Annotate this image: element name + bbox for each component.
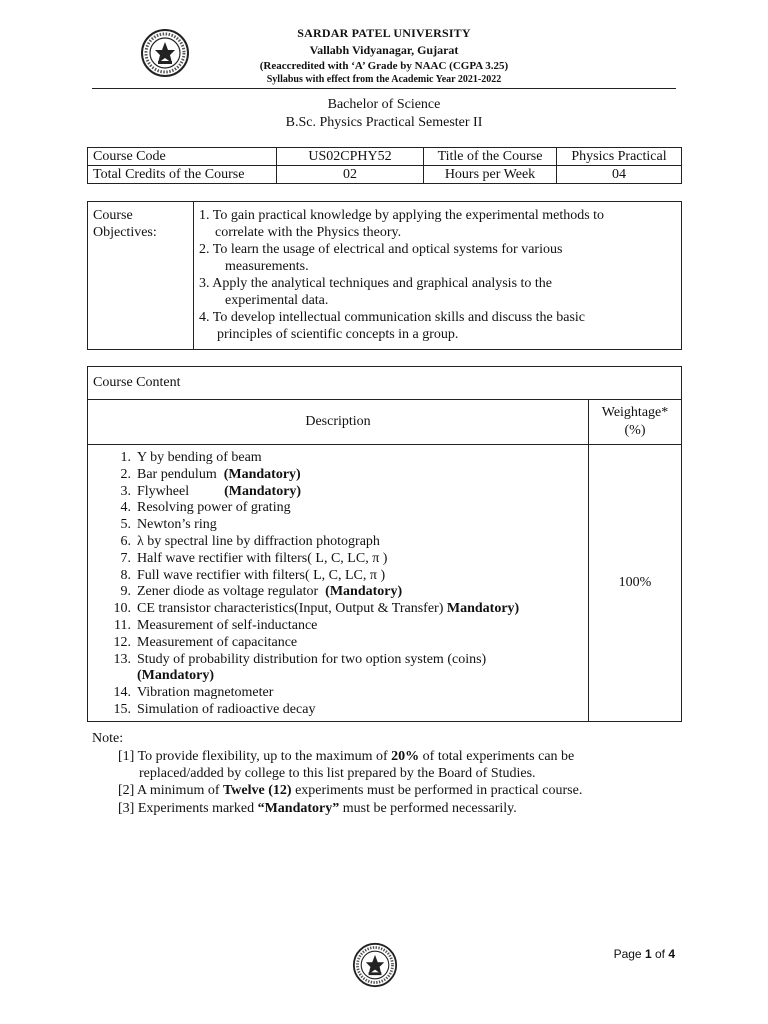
page-number: Page 1 of 4: [613, 947, 675, 961]
course-title-label: Title of the Course: [424, 148, 557, 166]
course-content-table: [87, 366, 682, 722]
header-divider: [92, 88, 676, 89]
mandatory-tag: (Mandatory): [325, 584, 403, 600]
objective-line: 3. Apply the analytical techniques and graphical analysis to the: [199, 276, 553, 291]
experiment-list: [88, 445, 589, 722]
mandatory-tag: (Mandatory): [223, 466, 301, 482]
course-content-heading: Course Content: [88, 367, 682, 400]
weightage-value: 100%: [589, 445, 682, 722]
table-row: [88, 202, 682, 350]
course-title: B.Sc. Physics Practical Semester II: [285, 115, 483, 130]
course-title-value: Physics Practical: [557, 148, 682, 166]
table-row: [88, 400, 682, 445]
objective-line: 4. To develop intellectual communication skills and discuss the basic: [199, 310, 586, 325]
description-header: Description: [88, 400, 589, 445]
list-item: 5. Newton’s ring: [120, 517, 217, 533]
objective-line: principles of scientific concepts in a group.: [217, 327, 459, 342]
note-1-continued: replaced/added by college to this list prepared by the Board of Studies.: [139, 766, 536, 781]
table-row: [88, 166, 682, 184]
course-code-label: Course Code: [88, 148, 277, 166]
list-item: 3. Flywheel (Mandatory): [120, 483, 302, 499]
table-row: [88, 148, 682, 166]
list-item: 15. Simulation of radioactive decay: [113, 701, 316, 717]
list-item: 1. Y by bending of beam: [120, 450, 262, 465]
hours-value: 04: [557, 166, 682, 184]
note-2: [2] A minimum of Twelve (12) experiments must be performed in practical course.: [118, 783, 583, 798]
syllabus-effect-note: Syllabus with effect from the Academic Year 2021-2022: [266, 74, 502, 85]
objective-line: 2. To learn the usage of electrical and optical systems for various: [199, 242, 563, 257]
objective-line: correlate with the Physics theory.: [215, 225, 402, 240]
objectives-label: Course Objectives:: [88, 202, 194, 350]
list-item: 6. λ by spectral line by diffraction photograph: [120, 533, 380, 549]
list-item: 2. Bar pendulum (Mandatory): [120, 466, 301, 482]
list-item: 13. Study of probability distribution for two option system (coins): [113, 651, 487, 667]
list-item: 7. Half wave rectifier with filters( L, C, LC, π ): [120, 550, 388, 566]
university-name: SARDAR PATEL UNIVERSITY: [297, 26, 471, 40]
accreditation-text: (Reaccredited with ‘A’ Grade by NAAC (CGPA 3.25): [259, 60, 509, 72]
list-item: 14. Vibration magnetometer: [113, 685, 274, 701]
course-objectives-table: [87, 201, 682, 350]
mandatory-tag: (Mandatory): [224, 483, 302, 499]
list-item: 8. Full wave rectifier with filters( L, C, LC, π ): [120, 567, 386, 583]
mandatory-tag: Mandatory): [446, 601, 520, 617]
list-item: 10. CE transistor characteristics(Input, Output & Transfer) Mandatory): [113, 601, 520, 617]
list-item-continuation: [93, 668, 583, 685]
table-row: [88, 445, 682, 722]
objective-line: measurements.: [225, 259, 309, 274]
objectives-list: [194, 202, 682, 350]
hours-label: Hours per Week: [424, 166, 557, 184]
course-info-table: [87, 147, 682, 184]
footer-seal-logo: [352, 942, 398, 988]
mandatory-tag: (Mandatory): [137, 668, 214, 684]
degree-title: Bachelor of Science: [327, 97, 441, 112]
course-code-value: US02CPHY52: [277, 148, 424, 166]
note-label: Note:: [92, 731, 124, 746]
list-item: 9. Zener diode as voltage regulator (Mandatory): [120, 584, 403, 600]
note-1: [1] To provide flexibility, up to the maximum of 20% of total experiments can be: [118, 749, 575, 764]
objective-line: experimental data.: [225, 293, 329, 308]
credits-label: Total Credits of the Course: [88, 166, 277, 184]
university-location: Vallabh Vidyanagar, Gujarat: [309, 43, 459, 57]
weightage-header: Weightage* (%): [589, 400, 682, 445]
note-3: [3] Experiments marked “Mandatory” must be performed necessarily.: [118, 801, 517, 816]
table-row: [88, 367, 682, 400]
credits-value: 02: [277, 166, 424, 184]
list-item: 11. Measurement of self-inductance: [114, 617, 318, 633]
objective-line: 1. To gain practical knowledge by applying the experimental methods to: [199, 208, 605, 223]
list-item: 12. Measurement of capacitance: [113, 634, 298, 650]
list-item: 4. Resolving power of grating: [120, 500, 291, 516]
